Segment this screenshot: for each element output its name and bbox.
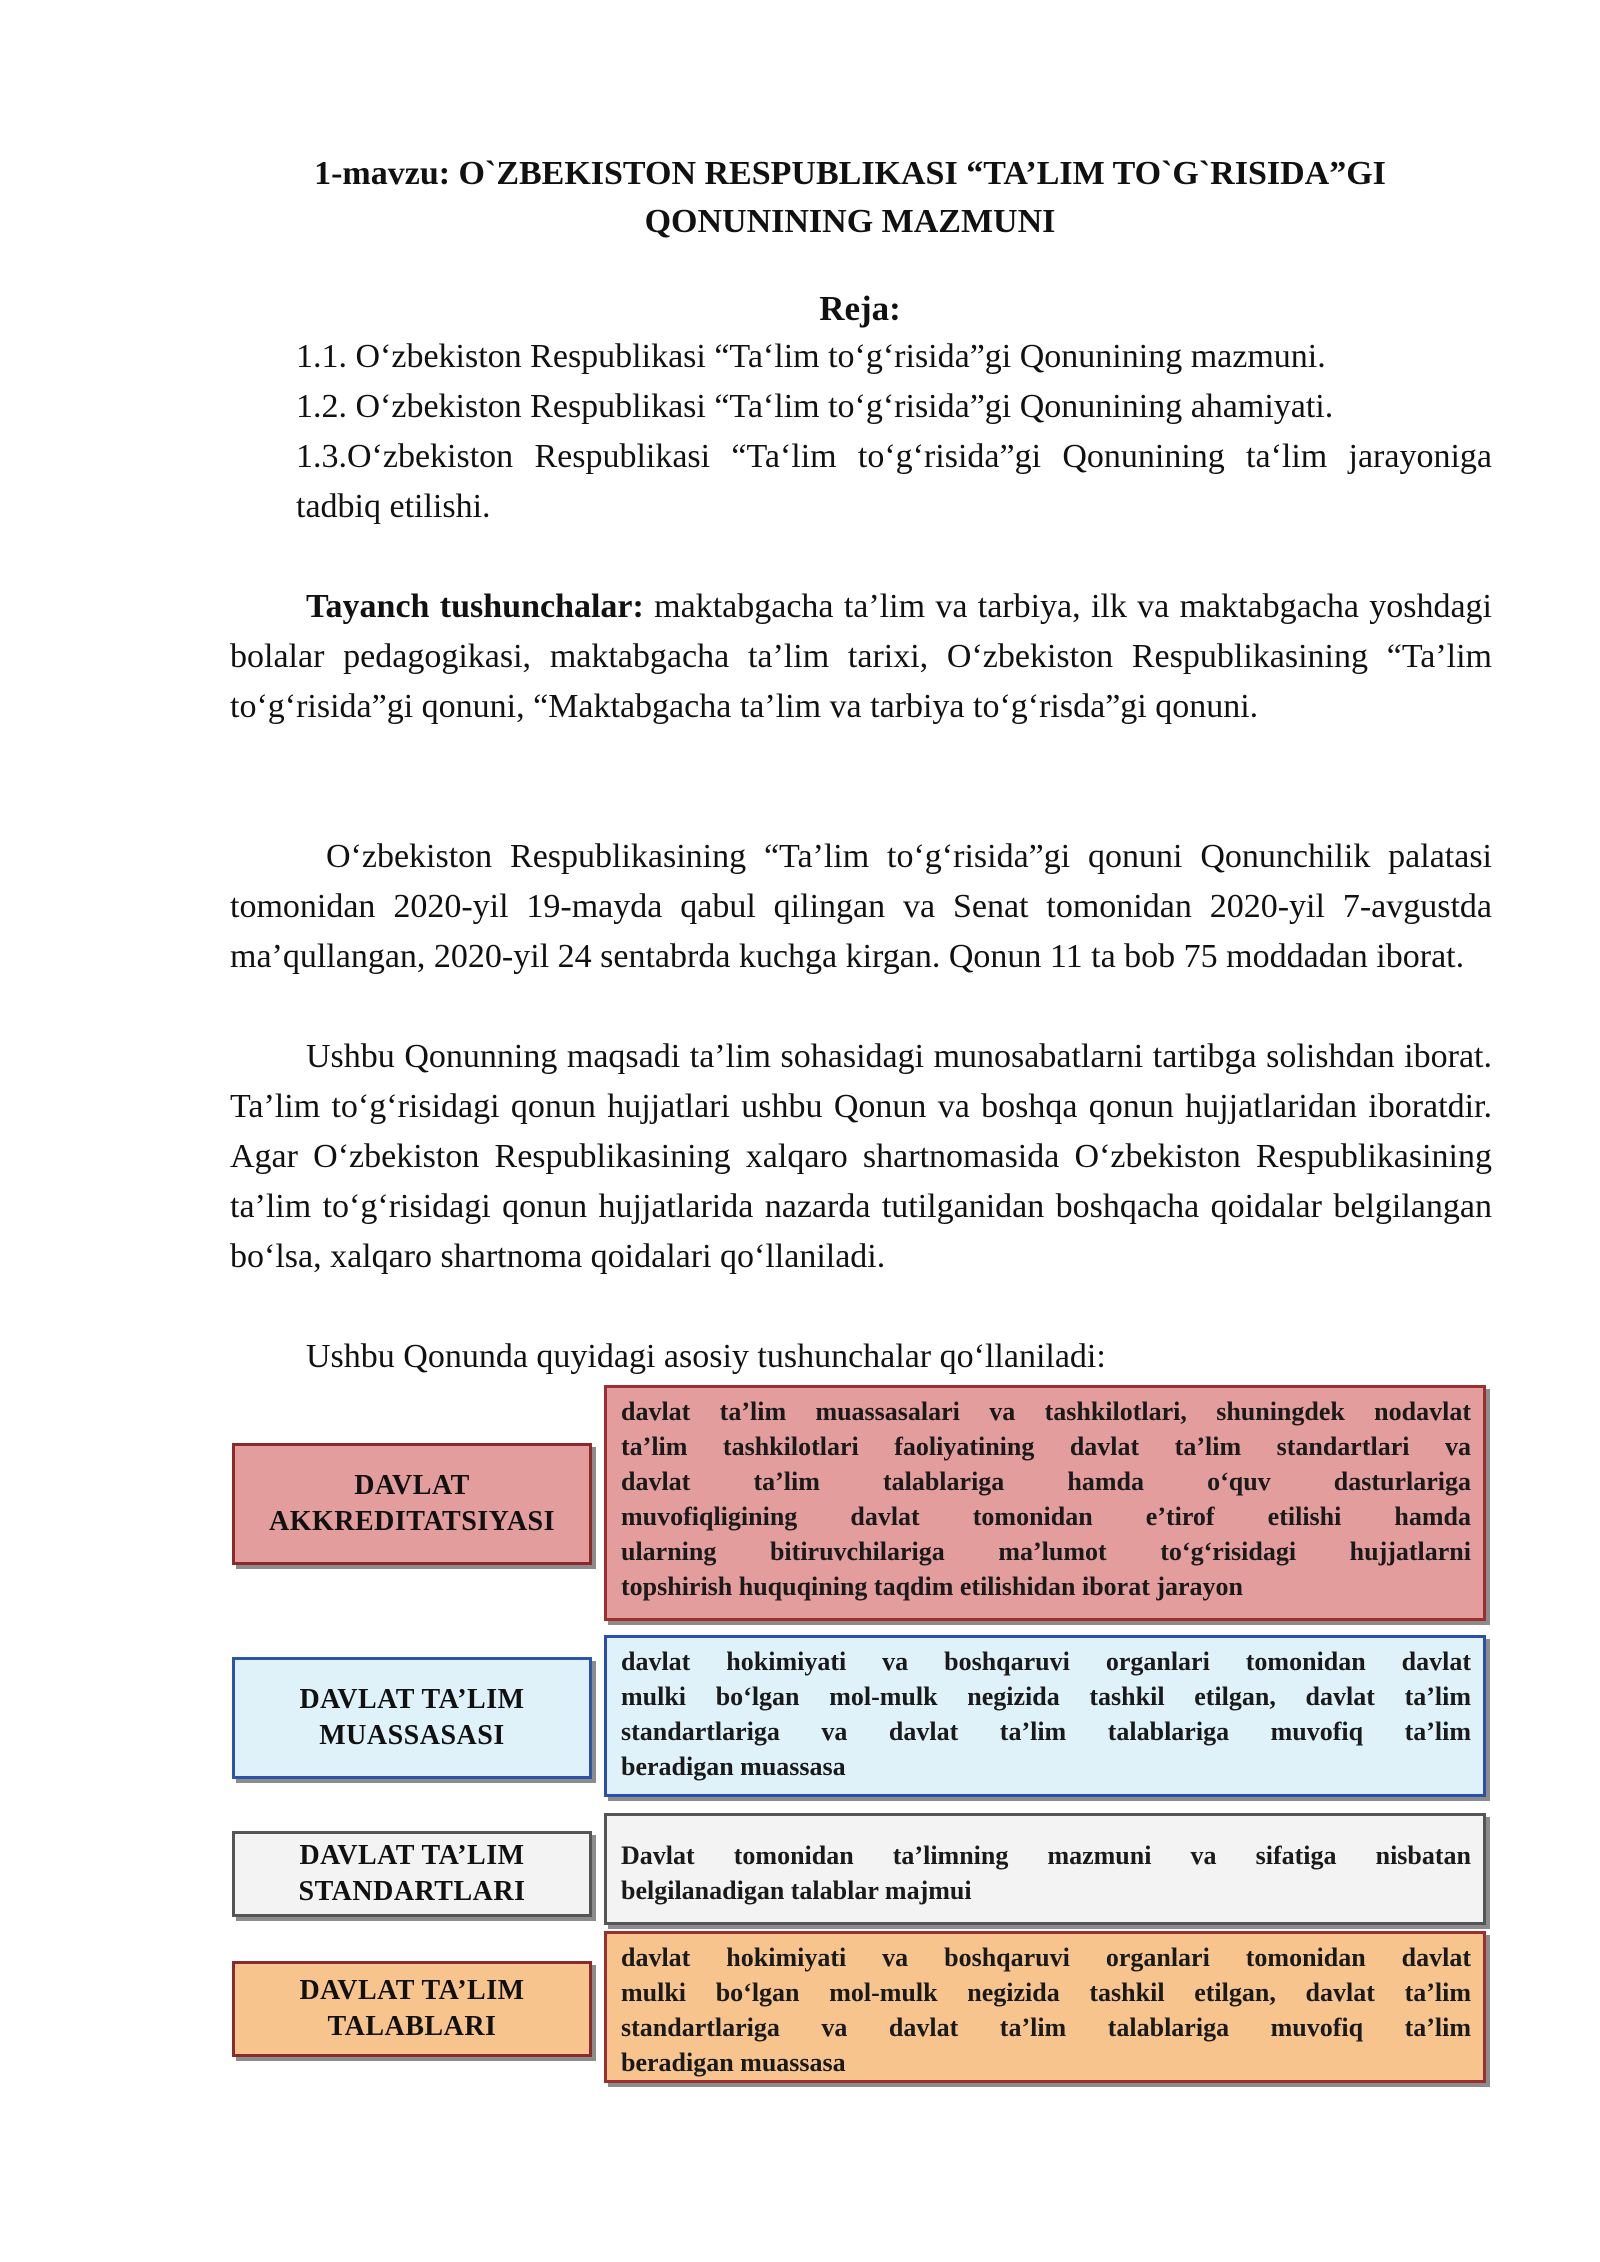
definition-line: beradigan muassasa bbox=[621, 1752, 846, 1781]
title-line-2: QONUNINING MAZMUNI bbox=[644, 203, 1056, 240]
definition-line: mulki bo‘lgan mol-mulk negizida tashkil etilgan, davlat ta’lim bbox=[621, 1682, 1471, 1711]
definition-line: ularning bitiruvchilariga ma’lumot to‘g‘risidagi hujjatlarni bbox=[621, 1537, 1471, 1566]
term-line: MUASSASASI bbox=[319, 1720, 505, 1751]
term-box bbox=[232, 1961, 592, 2057]
definition-line: davlat hokimiyati va boshqaruvi organlari tomonidan davlat bbox=[621, 1647, 1471, 1676]
definition-line: davlat ta’lim muassasalari va tashkilotlari, shuningdek nodavlat bbox=[621, 1397, 1471, 1426]
definition-line: muvofiqligining davlat tomonidan e’tirof etilishi hamda bbox=[621, 1502, 1471, 1531]
plan-item: 1.3.O‘zbekiston Respublikasi “Ta‘lim to‘g‘risida”gi Qonunining ta‘lim jarayoniga tadbiq etilishi. bbox=[296, 438, 1492, 525]
title-line-1: 1-mavzu: O`ZBEKISTON RESPUBLIKASI “TA’LIM TO`G`RISIDA”GI bbox=[314, 155, 1386, 192]
key-concepts-paragraph bbox=[230, 582, 1492, 732]
definitions-diagram bbox=[232, 1385, 1486, 2091]
definition-line: belgilanadigan talablar majmui bbox=[621, 1876, 972, 1905]
definition-line: davlat hokimiyati va boshqaruvi organlari tomonidan davlat bbox=[621, 1943, 1471, 1972]
body-paragraph: O‘zbekiston Respublikasining “Ta’lim to‘g‘risida”gi qonuni Qonunchilik palatasi tomonidan 2020-yil 19-mayda qabul qilingan va Senat tomonidan 2020-yil 7-avgustda ma’qullangan, 2020-yil 24 sentabrda kuchga kirgan. Qonun 11 ta bob 75 moddadan iborat. bbox=[230, 838, 1492, 975]
definition-line: Davlat tomonidan ta’limning mazmuni va sifatiga nisbatan bbox=[621, 1841, 1471, 1870]
plan-heading: Reja: bbox=[819, 289, 901, 328]
definition-text-box bbox=[604, 1931, 1486, 2083]
key-concepts-label: Tayanch tushunchalar: bbox=[306, 588, 644, 625]
definition-line: ta’lim tashkilotlari faoliyatining davlat ta’lim standartlari va bbox=[621, 1432, 1471, 1461]
key-concepts-text: maktabgacha ta’lim va tarbiya, ilk va maktabgacha yoshdagi bolalar pedagogikasi, maktabgacha ta’lim tarixi, O‘zbekiston Respublikasining “Ta’lim to‘g‘risida”gi qonuni, “Maktabgacha ta’lim va tarbiya to‘g‘risda”gi qonuni. bbox=[230, 588, 1493, 725]
term-line: DAVLAT TA’LIM bbox=[299, 1975, 525, 2006]
plan-item: 1.1. O‘zbekiston Respublikasi “Ta‘lim to‘g‘risida”gi Qonunining mazmuni. bbox=[296, 338, 1326, 375]
definition-text-box bbox=[604, 1385, 1486, 1621]
definition-line: beradigan muassasa bbox=[621, 2048, 846, 2077]
term-box bbox=[232, 1443, 592, 1565]
definition-line: davlat ta’lim talablariga hamda o‘quv dasturlariga bbox=[621, 1467, 1471, 1496]
term-box bbox=[232, 1831, 592, 1917]
term-line: DAVLAT TA’LIM bbox=[299, 1684, 525, 1715]
document-title bbox=[230, 150, 1470, 246]
definition-line: topshirish huquqining taqdim etilishidan iborat jarayon bbox=[621, 1572, 1244, 1601]
body-paragraph: Ushbu Qonunning maqsadi ta’lim sohasidagi munosabatlarni tartibga solishdan iborat. Ta’lim to‘g‘risidagi qonun hujjatlari ushbu Qonun va boshqa qonun hujjatlaridan iboratdir. Agar O‘zbekiston Respublikasining xalqaro shartnomasida O‘zbekiston Respublikasining ta’lim to‘g‘risidagi qonun hujjatlarida nazarda tutilganidan boshqacha qoidalar belgilangan bo‘lsa, xalqaro shartnoma qoidalari qo‘llaniladi. bbox=[230, 1038, 1492, 1275]
definition-line: standartlariga va davlat ta’lim talablariga muvofiq ta’lim bbox=[621, 1717, 1471, 1746]
definition-text-box bbox=[604, 1635, 1486, 1797]
term-line: DAVLAT TA’LIM bbox=[299, 1840, 525, 1871]
body-paragraph: Ushbu Qonunda quyidagi asosiy tushunchalar qo‘llaniladi: bbox=[306, 1338, 1106, 1375]
term-line: TALABLARI bbox=[327, 2011, 497, 2042]
term-line: STANDARTLARI bbox=[298, 1876, 526, 1907]
term-box bbox=[232, 1657, 592, 1779]
plan-list bbox=[296, 332, 1492, 532]
plan-item: 1.2. O‘zbekiston Respublikasi “Ta‘lim to‘g‘risida”gi Qonunining ahamiyati. bbox=[296, 388, 1334, 425]
definition-text-box bbox=[604, 1813, 1486, 1925]
term-line: DAVLAT bbox=[354, 1470, 470, 1501]
term-line: AKKREDITATSIYASI bbox=[268, 1506, 556, 1537]
definition-line: mulki bo‘lgan mol-mulk negizida tashkil etilgan, davlat ta’lim bbox=[621, 1978, 1471, 2007]
definition-line: standartlariga va davlat ta’lim talablariga muvofiq ta’lim bbox=[621, 2013, 1471, 2042]
